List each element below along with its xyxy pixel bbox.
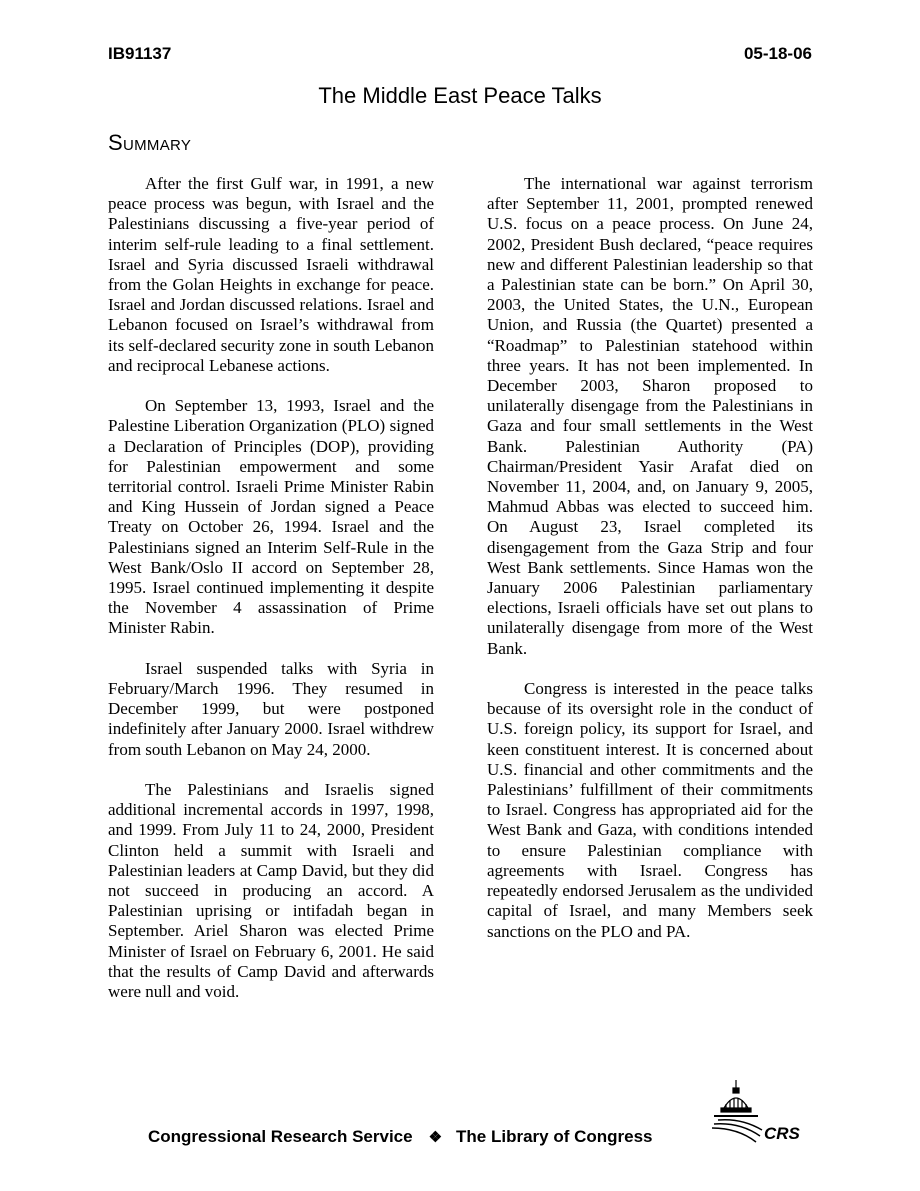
paragraph: On September 13, 1993, Israel and the Palestine Liberation Organization (PLO) signed a Declaration of Principles (DOP), providing for Palestinian empowerment and some territorial control. Israeli Prime Minister Rabin and King Hussein of Jordan signed a Peace Treaty on October 26, 1994. Israel and the Palestinians signed an Interim Self-Rule in the West Bank/Oslo II accord on September 28, 1995. Israel continued implementing it despite the November 4 assassination of Prime Minister Rabin. (108, 396, 434, 638)
footer-publisher: Congressional Research Service (148, 1127, 413, 1146)
paragraph: After the first Gulf war, in 1991, a new peace process was begun, with Israel and the Palestinians discussing a five-year period of interim self-rule leading to a final settlement. Israel and Syria discussed Israeli withdrawal from the Golan Heights in exchange for peace. Israel and Jordan discussed relations. Israel and Lebanon focused on Israel’s withdrawal from its self-declared security zone in south Lebanon and reciprocal Lebanese actions. (108, 174, 434, 375)
crs-logo (712, 1078, 812, 1148)
left-column (108, 174, 434, 1022)
footer (148, 1127, 653, 1147)
paragraph: Congress is interested in the peace talks because of its oversight role in the conduct of U.S. foreign policy, its support for Israel, and keen constituent interest. It is concerned about U.S. financial and other commitments and the Palestinians’ fulfillment of their commitments to Israel. Congress has appropriated aid for the West Bank and Gaza, with conditions intended to ensure Palestinian compliance with agreements with Israel. Congress has repeatedly endorsed Jerusalem as the undivided capital of Israel, and many Members seek sanctions on the PLO and PA. (487, 679, 813, 941)
crs-logo-text: CRS (764, 1124, 800, 1143)
diamond-separator-icon: ❖ (428, 1129, 443, 1146)
capitol-dome-icon (712, 1080, 762, 1142)
paragraph: Israel suspended talks with Syria in February/March 1996. They resumed in December 1999, but were postponed indefinitely after January 2000. Israel withdrew from south Lebanon on May 24, 2000. (108, 658, 434, 759)
right-column (487, 174, 813, 962)
report-id: IB91137 (108, 44, 172, 63)
paragraph: The international war against terrorism after September 11, 2001, prompted renewed U.S. focus on a peace process. On June 24, 2002, President Bush declared, “peace requires new and different Palestinian leadership so that a Palestinian state can be born.” On April 30, 2003, the United States, the U.N., European Union, and Russia (the Quartet) presented a “Roadmap” to Palestinian statehood within three years. It has not been implemented. In December 2003, Sharon proposed to unilaterally disengage from the Palestinians in Gaza and four small settlements in the West Bank. Palestinian Authority (PA) Chairman/President Yasir Arafat died on November 11, 2004, and, on January 9, 2005, Mahmud Abbas was elected to succeed him. On August 23, Israel completed its disengagement from the Gaza Strip and four West Bank settlements. Since Hamas won the January 2006 Palestinian parliamentary elections, Israeli officials have set out plans to unilaterally disengage from more of the West Bank. (487, 174, 813, 658)
paragraph: The Palestinians and Israelis signed additional incremental accords in 1997, 1998, and 1999. From July 11 to 24, 2000, President Clinton held a summit with Israeli and Palestinian leaders at Camp David, but they did not succeed in producing an accord. A Palestinian uprising or intifadah began in September. Ariel Sharon was elected Prime Minister of Israel on February 6, 2001. He said that the results of Camp David and afterwards were null and void. (108, 780, 434, 1002)
report-date: 05-18-06 (743, 44, 812, 63)
page-title: The Middle East Peace Talks (318, 83, 602, 108)
section-heading-summary: Summary (108, 130, 192, 155)
footer-library: The Library of Congress (456, 1127, 653, 1146)
